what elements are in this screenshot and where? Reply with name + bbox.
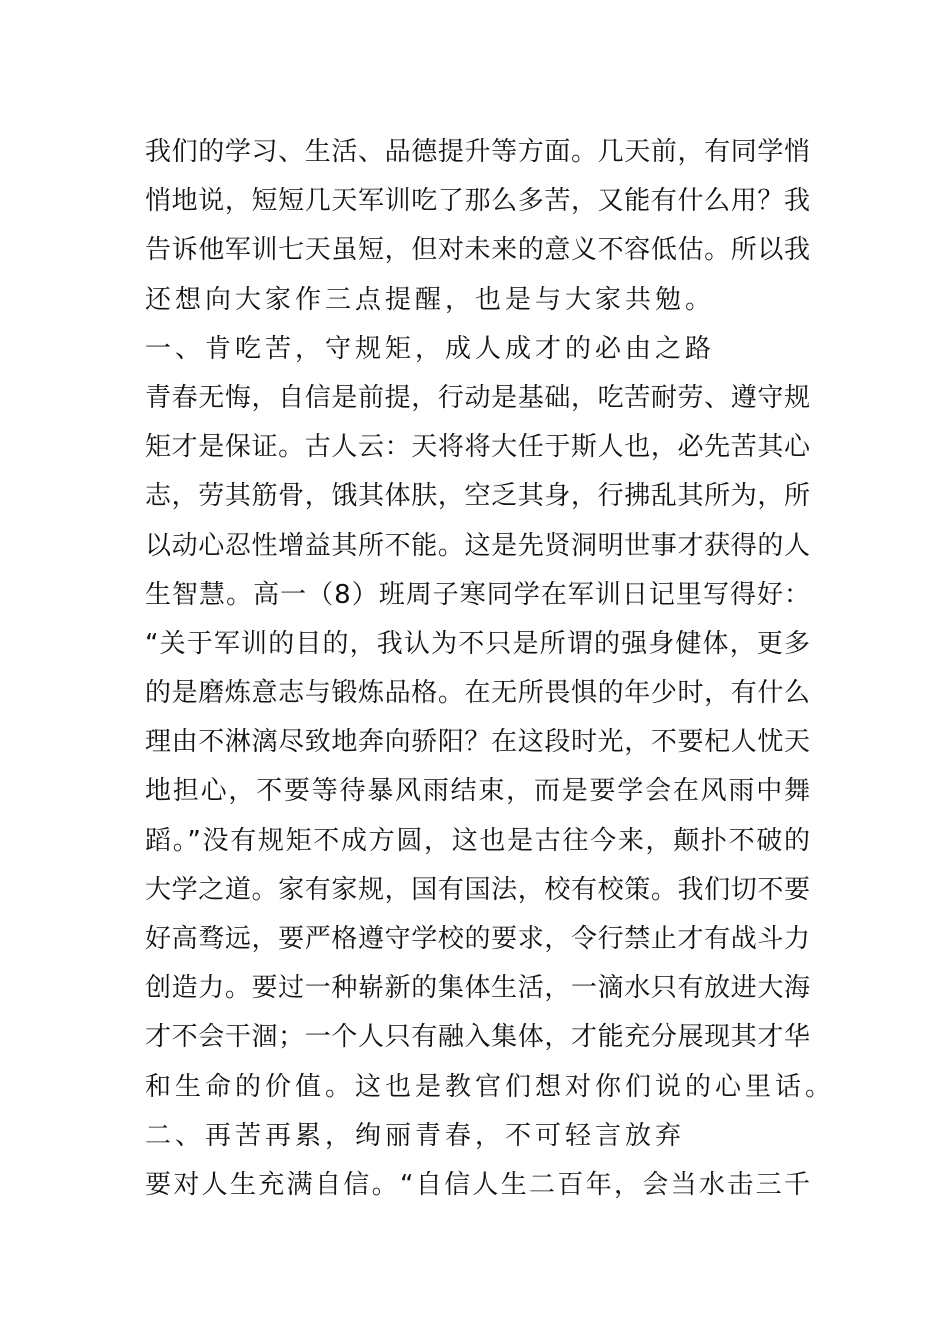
paragraph-line: 才不会干涸；一个人只有融入集体，才能充分展现其才华 [145,1022,810,1053]
paragraph-line: 创造力。要过一种崭新的集体生活，一滴水只有放进大海 [145,973,810,1004]
paragraph-line: 和生命的价值。这也是教官们想对你们说的心里话。 [145,1071,836,1102]
paragraph-line: 我们的学习、生活、品德提升等方面。几天前，有同学悄 [145,137,810,167]
paragraph-line: 悄地说，短短几天军训吃了那么多苦，又能有什么用？我 [145,186,810,217]
paragraph-line: 好高骛远，要严格遵守学校的要求，令行禁止才有战斗力 [145,924,810,954]
paragraph-line: 志，劳其筋骨，饿其体肤，空乏其身，行拂乱其所为，所 [145,481,810,512]
paragraph-line: 矩才是保证。古人云：天将将大任于斯人也，必先苦其心 [145,432,810,463]
paragraph-line: 蹈。”没有规矩不成方圆，这也是古往今来，颠扑不破的 [145,825,810,856]
paragraph-line: 以动心忍性增益其所不能。这是先贤洞明世事才获得的人 [145,530,810,561]
paragraph-line: 还想向大家作三点提醒，也是与大家共勉。 [145,284,716,315]
paragraph-line: 理由不淋漓尽致地奔向骄阳？在这段时光，不要杞人忧天 [145,727,810,758]
paragraph-line: 的是磨炼意志与锻炼品格。在无所畏惧的年少时，有什么 [145,678,810,709]
section-heading: 一、肯吃苦，守规矩，成人成才的必由之路 [145,333,716,364]
section-heading: 二、再苦再累，绚丽青春，不可轻言放弃 [145,1120,686,1151]
paragraph-line: 大学之道。家有家规，国有国法，校有校策。我们切不要 [145,874,810,905]
paragraph-line: “关于军训的目的，我认为不只是所谓的强身健体，更多 [145,628,810,659]
paragraph-line: 生智慧。高一（8）班周子寒同学在军训日记里写得好： [145,579,810,610]
body-text [145,128,836,1210]
paragraph-line: 告诉他军训七天虽短，但对未来的意义不容低估。所以我 [145,235,810,266]
paragraph-line: 地担心，不要等待暴风雨结束，而是要学会在风雨中舞 [145,776,810,807]
paragraph-line: 要对人生充满自信。“自信人生二百年，会当水击三千 [145,1169,810,1200]
paragraph-line: 青春无悔，自信是前提，行动是基础，吃苦耐劳、遵守规 [145,382,810,413]
